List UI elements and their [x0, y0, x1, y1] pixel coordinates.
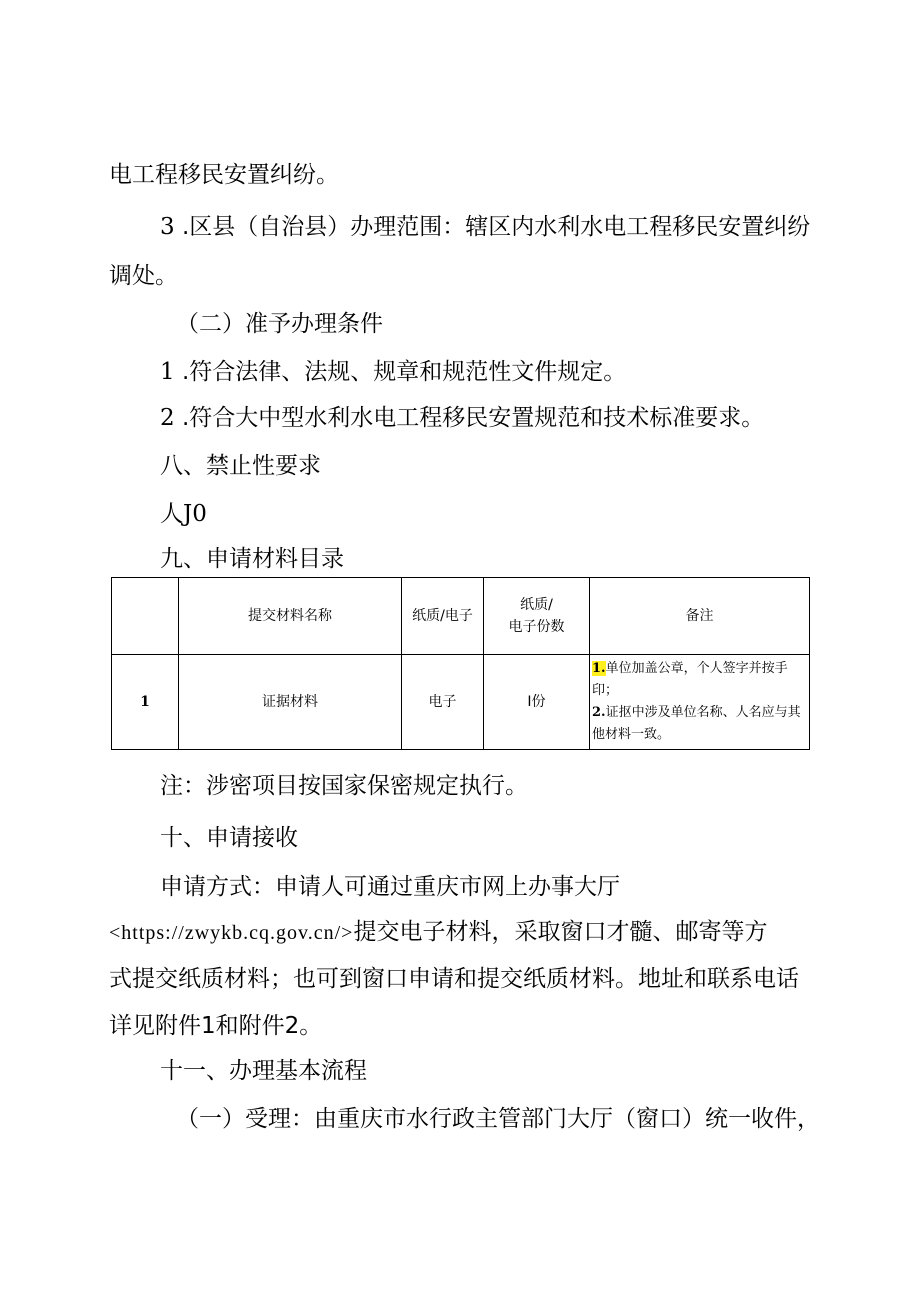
header-cell [112, 578, 179, 655]
row-index: 1 [112, 655, 179, 750]
note-text: 单位加盖公章，个人签字并按手印； [592, 661, 788, 698]
note-line: 注：涉密项目按国家保密规定执行。 [160, 773, 528, 799]
url-link[interactable]: <https://zwykb.cq.gov.cn/> [109, 922, 354, 944]
row-copies: I份 [484, 655, 590, 750]
section-heading: 八、禁止性要求 [160, 453, 321, 479]
prohibit-text: 人J0 [160, 501, 207, 527]
header-cell [484, 578, 590, 655]
paragraph-text: 提交电子材料，采取窗口才髓、邮寄等方 [353, 919, 768, 945]
section-heading: 九、申请材料目录 [160, 546, 344, 572]
paragraph-line: 申请方式：申请人可通过重庆市网上办事大厅 [160, 874, 620, 900]
table-header-row [112, 578, 810, 655]
list-text: .符合法律、法规、规章和规范性文件规定。 [174, 359, 627, 385]
note-number: 1. [592, 661, 606, 676]
list-number: 3 [160, 214, 175, 240]
table-row [112, 655, 810, 750]
paragraph-line [109, 917, 767, 948]
row-name: 证据材料 [179, 655, 402, 750]
section-heading: （二）准予办理条件 [176, 311, 383, 337]
header-cell: 备注 [590, 578, 810, 655]
materials-table [111, 577, 810, 750]
paragraph-line [160, 499, 207, 529]
paragraph-line: 详见附件1和附件2。 [109, 1013, 323, 1039]
paragraph-line: 电工程移民安置纠纷。 [109, 162, 339, 188]
paragraph-line [160, 212, 810, 242]
header-cell: 纸质/电子 [402, 578, 484, 655]
row-format: 电子 [402, 655, 484, 750]
section-heading: 十一、办理基本流程 [160, 1058, 367, 1084]
condition-item [160, 403, 764, 433]
note-text: 证抠中涉及单位名称、人名应与其他材料一致。 [592, 705, 801, 742]
paragraph-line: 调处。 [109, 263, 178, 289]
header-cell-line: 纸质/ [520, 597, 553, 613]
condition-item [160, 357, 626, 387]
list-number: 1 [160, 359, 175, 385]
header-cell-line: 电子份数 [508, 619, 565, 635]
list-number: 2 [160, 405, 175, 431]
list-text: .区县（自治县）办理范围：辖区内水利水电工程移民安置纠纷 [174, 214, 811, 240]
section-heading: 十、申请接收 [160, 825, 298, 851]
paragraph-line: （一）受理：由重庆市水行政主管部门大厅（窗口）统一收件， [176, 1106, 820, 1132]
list-text: .符合大中型水利水电工程移民安置规范和技术标准要求。 [174, 405, 765, 431]
header-cell: 提交材料名称 [179, 578, 402, 655]
paragraph-line: 式提交纸质材料；也可到窗口申请和提交纸质材料。地址和联系电话 [109, 966, 799, 992]
row-note [590, 655, 810, 750]
note-number: 2. [592, 705, 606, 720]
